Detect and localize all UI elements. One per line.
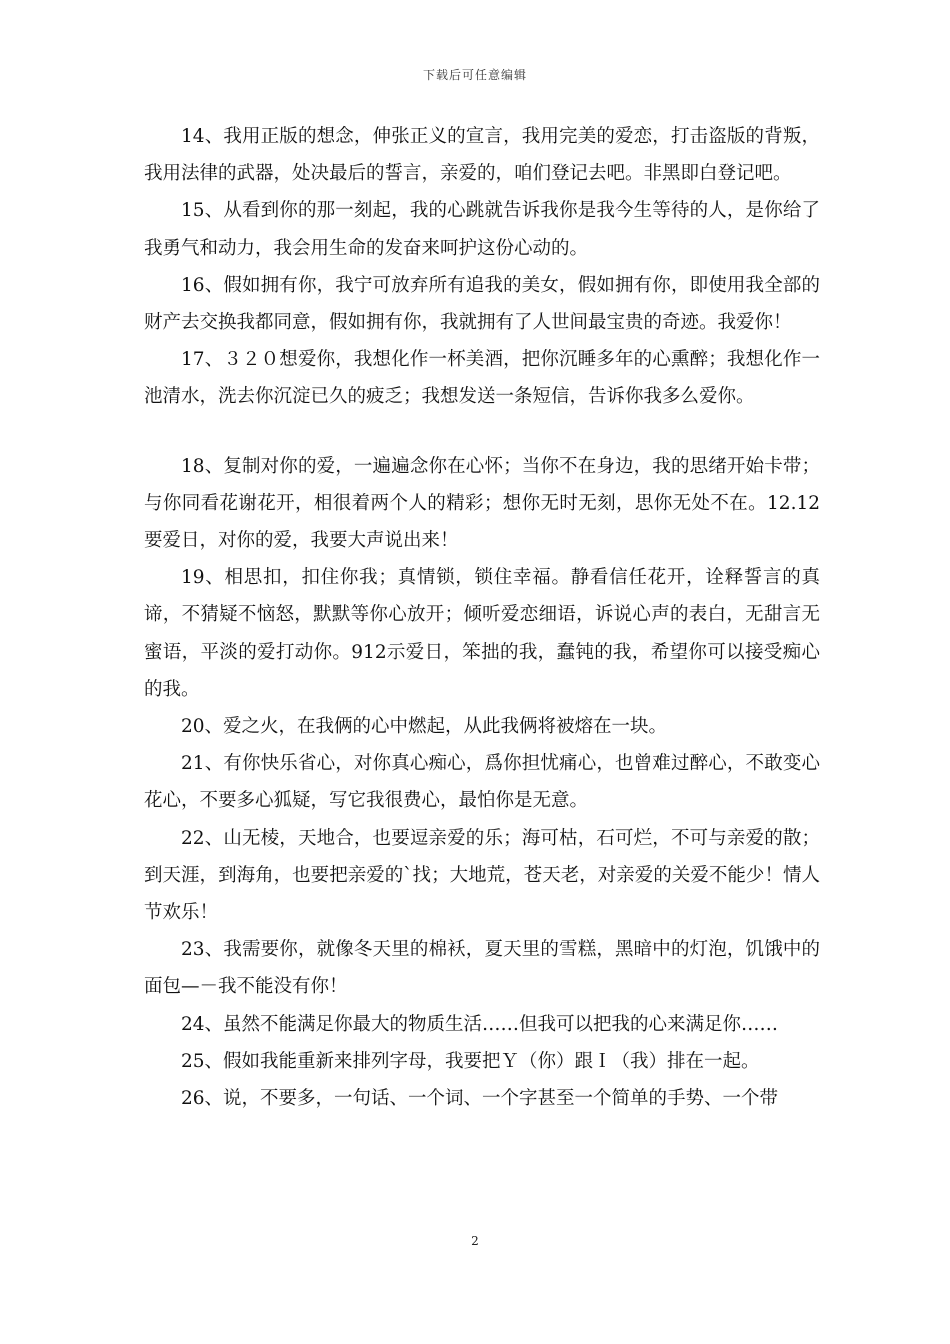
paragraph-19: 19、相思扣，扣住你我；真情锁，锁住幸福。静看信任花开，诠释誓言的真谛，不猜疑不恼怒，默默等你心放开；倾听爱恋细语，诉说心声的表白，无甜言无蜜语，平淡的爱打动你。912示爱日，笨拙的我，蠢钝的我，希望你可以接受痴心的我。 <box>144 567 820 700</box>
paragraph-25: 25、假如我能重新来排列字母，我要把Ｙ（你）跟Ｉ（我）排在一起。 <box>181 1050 760 1072</box>
paragraph-20: 20、爱之火，在我俩的心中燃起，从此我俩将被熔在一块。 <box>181 716 668 738</box>
paragraph-15: 15、从看到你的那一刻起，我的心跳就告诉我你是我今生等待的人，是你给了我勇气和动力，我会用生命的发奋来呵护这份心动的。 <box>144 200 820 259</box>
paragraph-21: 21、有你快乐省心，对你真心痴心，爲你担忧痛心，也曾难过醉心，不敢变心花心，不要多心狐疑，写它我很费心，最怕你是无意。 <box>144 753 820 812</box>
paragraph-24: 24、虽然不能满足你最大的物质生活……但我可以把我的心来满足你…… <box>181 1013 779 1035</box>
page-number: 2 <box>471 1234 479 1248</box>
page-header: 下载后可任意编辑 <box>422 68 527 82</box>
paragraph-16: 16、假如拥有你，我宁可放弃所有追我的美女，假如拥有你，即使用我全部的财产去交换我都同意，假如拥有你，我就拥有了人世间最宝贵的奇迹。我爱你！ <box>144 274 820 334</box>
paragraph-17: 17、３２０想爱你，我想化作一杯美酒，把你沉睡多年的心熏醉；我想化作一池清水，洗去你沉淀已久的疲乏；我想发送一条短信，告诉你我多么爱你。 <box>144 349 820 408</box>
paragraph-26: 26、说，不要多，一句话、一个词、一个字甚至一个简单的手势、一个带 <box>181 1088 779 1110</box>
paragraph-22: 22、山无棱，天地合，也要逗亲爱的乐；海可枯，石可烂，不可与亲爱的散；到天涯，到海角，也要把亲爱的`找；大地荒，苍天老，对亲爱的关爱不能少！情人节欢乐！ <box>144 827 820 924</box>
paragraph-14: 14、我用正版的想念，伸张正义的宣言，我用完美的爱恋，打击盗版的背叛，我用法律的武器，处决最后的誓言，亲爱的，咱们登记去吧。非黑即白登记吧。 <box>144 126 820 185</box>
paragraph-23: 23、我需要你，就像冬天里的棉袄，夏天里的雪糕，黑暗中的灯泡，饥饿中的面包—－我不能没有你！ <box>144 939 820 998</box>
document-body <box>144 118 820 1117</box>
paragraph-18: 18、复制对你的爱，一遍遍念你在心怀；当你不在身边，我的思绪开始卡带；与你同看花谢花开，相很着两个人的精彩；想你无时无刻，思你无处不在。12.12要爱日，对你的爱，我要大声说出来！ <box>144 455 820 552</box>
